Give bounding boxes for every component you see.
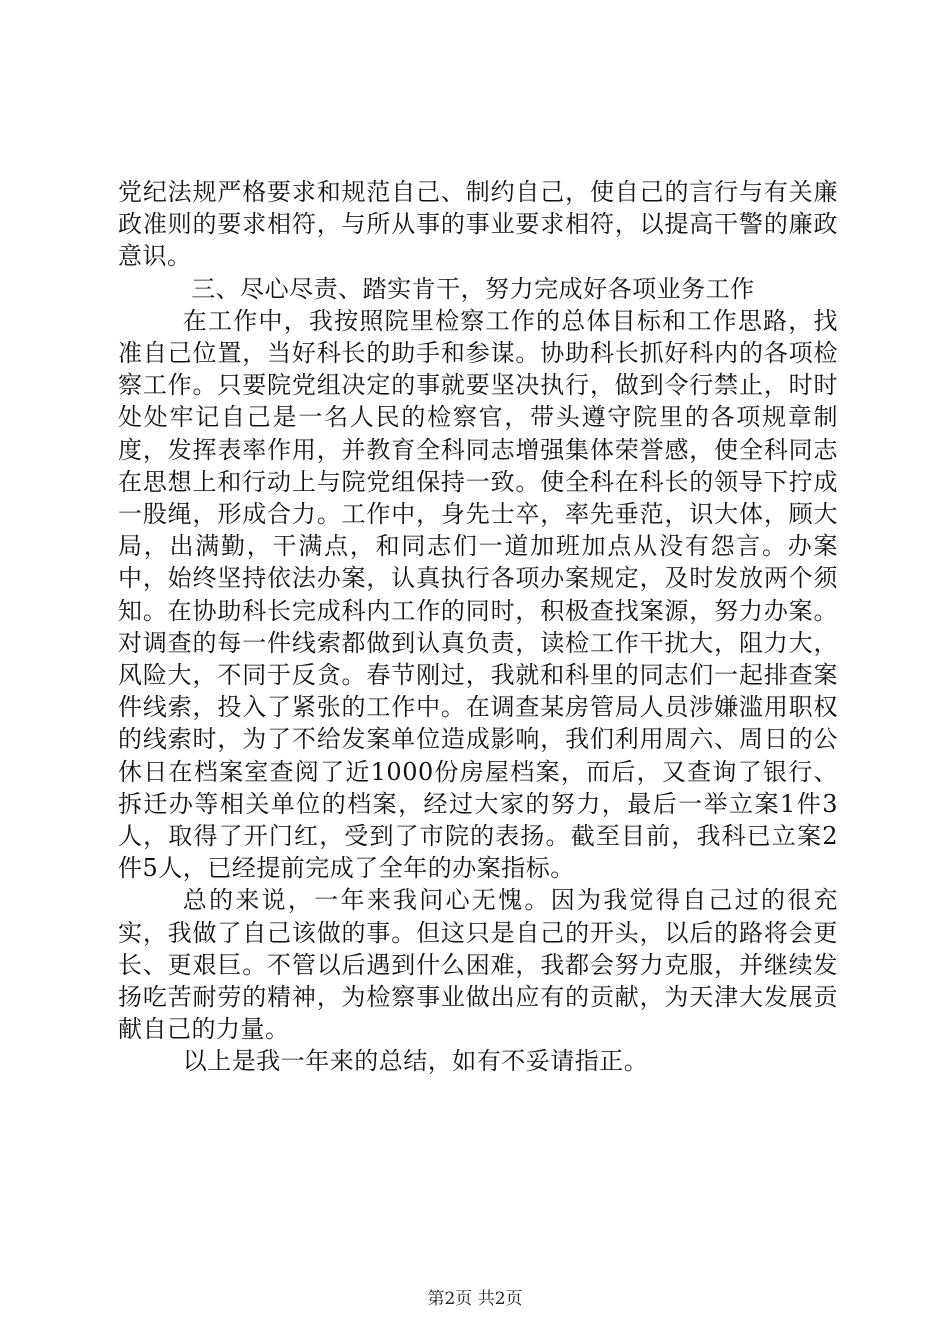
document-body: [118, 176, 838, 1078]
page-footer: 第2页 共2页: [427, 1289, 523, 1309]
paragraph-summary: 总的来说，一年来我问心无愧。因为我觉得自己过的很充实，我做了自己该做的事。但这只是自己的开头，以后的路将会更长、更艰巨。不管以后遇到什么困难，我都会努力克服，并继续发扬吃苦耐劳的精神，为检察事业做出应有的贡献，为天津大发展贡献自己的力量。: [118, 886, 838, 1044]
paragraph-work: 在工作中，我按照院里检察工作的总体目标和工作思路，找准自己位置，当好科长的助手和参谋。协助科长抓好科内的各项检察工作。只要院党组决定的事就要坚决执行，做到令行禁止，时时处处牢记自己是一名人民的检察官，带头遵守院里的各项规章制度，发挥表率作用，并教育全科同志增强集体荣誉感，使全科同志在思想上和行动上与院党组保持一致。使全科在科长的领导下拧成一股绳，形成合力。工作中，身先士卒，率先垂范，识大体，顾大局，出满勤，干满点，和同志们一道加班加点从没有怨言。办案中，始终坚持依法办案，认真执行各项办案规定，及时发放两个须知。在协助科长完成科内工作的同时，积极查找案源，努力办案。对调查的每一件线索都做到认真负责，读检工作干扰大，阻力大，风险大，不同于反贪。春节刚过，我就和科里的同志们一起排查案件线索，投入了紧张的工作中。在调查某房管局人员涉嫌滥用职权的线索时，为了不给发案单位造成影响，我们利用周六、周日的公休日在档案室查阅了近1000份房屋档案，而后，又查询了银行、拆迁办等相关单位的档案，经过大家的努力，最后一举立案1件3人，取得了开门红，受到了市院的表扬。截至目前，我科已立案2件5人，已经提前完成了全年的办案指标。: [118, 306, 838, 883]
paragraph-continuation: 党纪法规严格要求和规范自己、制约自己，使自己的言行与有关廉政准则的要求相符，与所从事的事业要求相符，以提高干警的廉政意识。: [118, 178, 838, 271]
paragraph-closing: 以上是我一年来的总结，如有不妥请指正。: [182, 1047, 649, 1076]
section-heading: 三、尽心尽责、踏实肯干，努力完成好各项业务工作: [191, 274, 755, 303]
